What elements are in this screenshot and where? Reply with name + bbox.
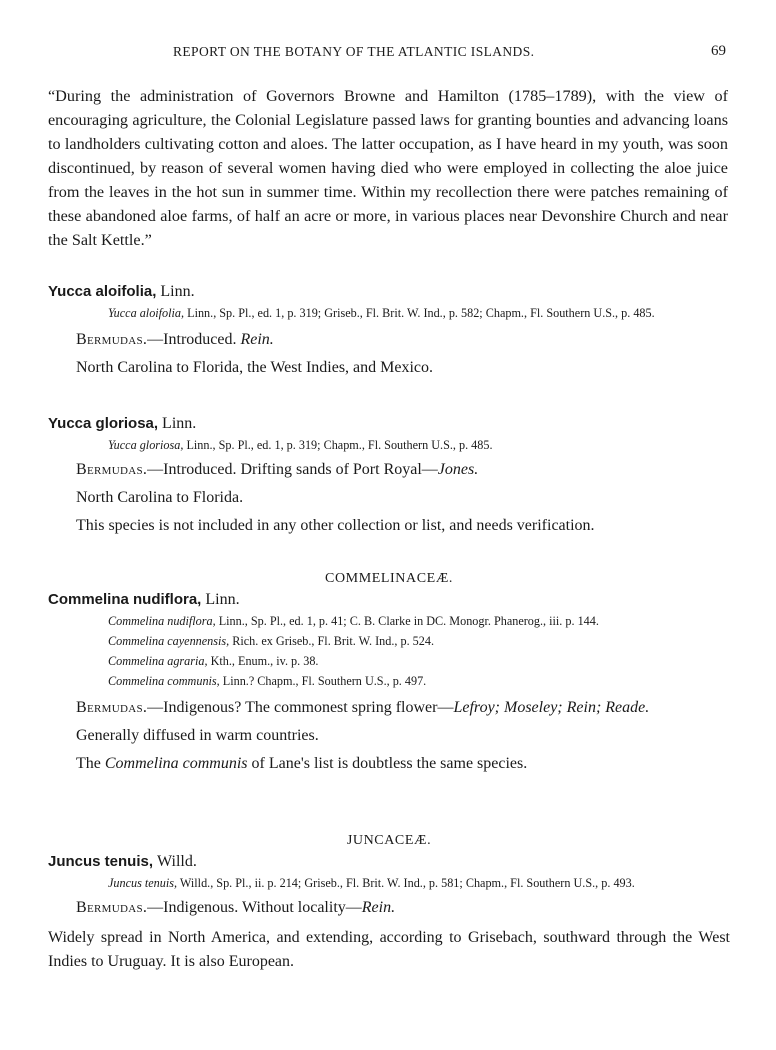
species-heading [48,280,730,304]
page-number: 69 [711,43,726,59]
locality [48,458,730,482]
distribution: North Carolina to Florida. [76,489,244,506]
synonym-citation: Linn.? Chapm., Fl. Southern U.S., p. 497. [222,674,427,688]
locality-text: —Introduced. [147,331,237,348]
quote-text: “During the administration of Governors Browne and Hamilton (1785–1789), with the view of encouraging agriculture, the Colonial Legislature passed laws for granting bounties and advancing loans to landholders cultivating cotton and aloes. The latter occupation, as I have heard in my youth, was soon discontinued, by reason of several women having died who were employed in collecting the aloe juice from the leaves in the hot sun in summer time. Within my recollection there were patches remaining of these abandoned aloe farms, of half an acre or more, in various places near Devonshire Church and near the Salt Kettle.” [48,87,728,249]
synonym-name: Commelina agraria, [108,654,208,668]
synonym-name: Commelina nudiflora, [108,614,216,628]
species-heading [48,588,730,612]
species-name: Commelina nudiflora, [48,591,202,608]
remark-species: Commelina communis [104,755,248,772]
synonym-name: Commelina cayennensis, [108,634,230,648]
locality [48,328,730,352]
locality-label: Bermudas. [76,331,148,348]
quote-paragraph [48,84,728,252]
locality-label: Bermudas. [76,461,148,478]
locality [48,896,730,920]
entry-juncus-tenuis [48,850,730,974]
distribution: Generally diffused in warm countries. [76,727,319,744]
species-name: Yucca aloifolia, [48,283,157,300]
remark-text: of Lane's list is doubtless the same species. [251,755,528,772]
synonym-citation: Linn., Sp. Pl., ed. 1, p. 319; Chapm., Fl. Southern U.S., p. 485. [186,438,493,452]
locality-label: Bermudas. [76,699,148,716]
remark [48,752,730,776]
species-name: Juncus tenuis, [48,853,154,870]
synonymy [48,652,730,670]
synonymy [48,632,730,650]
distribution: Widely spread in North America, and extending, according to Grisebach, southward through the West Indies to Uruguay. It is also European. [48,929,730,970]
species-heading [48,412,730,436]
synonym-citation: Rich. ex Griseb., Fl. Brit. W. Ind., p. 524. [232,634,434,648]
synonymy [48,304,730,322]
species-author: Willd. [157,853,197,870]
family-heading-juncaceae: JUNCACEÆ. [346,833,432,848]
synonym-name: Yucca gloriosa, [108,438,184,452]
locality-collector: Rein. [361,899,396,916]
synonymy [48,672,730,690]
synonym-citation: Linn., Sp. Pl., ed. 1, p. 41; C. B. Clarke in DC. Monogr. Phanerog., iii. p. 144. [218,614,599,628]
locality-text: —Introduced. Drifting sands of Port Royal— [147,461,438,478]
locality-text: —Indigenous? The commonest spring flower— [147,699,454,716]
entry-commelina-nudiflora [48,588,730,776]
species-heading [48,850,730,874]
synonymy [48,436,730,454]
synonym-citation: Willd., Sp. Pl., ii. p. 214; Griseb., Fl. Brit. W. Ind., p. 581; Chapm., Fl. Southern U.S., p. 493. [179,876,635,890]
locality-label: Bermudas. [76,899,148,916]
entry-yucca-gloriosa [48,412,730,538]
distribution: North Carolina to Florida, the West Indies, and Mexico. [76,359,434,376]
running-head [0,44,776,64]
synonym-name: Yucca aloifolia, [108,306,185,320]
synonym-name: Juncus tenuis, [108,876,178,890]
entry-yucca-aloifolia [48,280,730,380]
locality [48,696,730,720]
species-author: Linn. [160,283,195,300]
locality-collector: Rein. [240,331,274,348]
family-heading-commelinaceae: COMMELINACEÆ. [325,571,453,586]
species-name: Yucca gloriosa, [48,415,159,432]
synonym-citation: Kth., Enum., iv. p. 38. [210,654,319,668]
running-title: REPORT ON THE BOTANY OF THE ATLANTIC ISLANDS. [173,44,535,59]
locality-collector: Jones. [437,461,479,478]
synonym-citation: Linn., Sp. Pl., ed. 1, p. 319; Griseb., Fl. Brit. W. Ind., p. 582; Chapm., Fl. Southern U.S., p. 485. [187,306,655,320]
locality-collector: Lefroy; Moseley; Rein; Reade. [453,699,650,716]
synonymy [48,874,730,892]
remark-text: The [76,755,101,772]
synonym-name: Commelina communis, [108,674,220,688]
species-author: Linn. [205,591,240,608]
locality-text: —Indigenous. Without locality— [147,899,362,916]
synonymy [48,612,730,630]
remark: This species is not included in any other collection or list, and needs verification. [76,517,595,534]
species-author: Linn. [162,415,197,432]
